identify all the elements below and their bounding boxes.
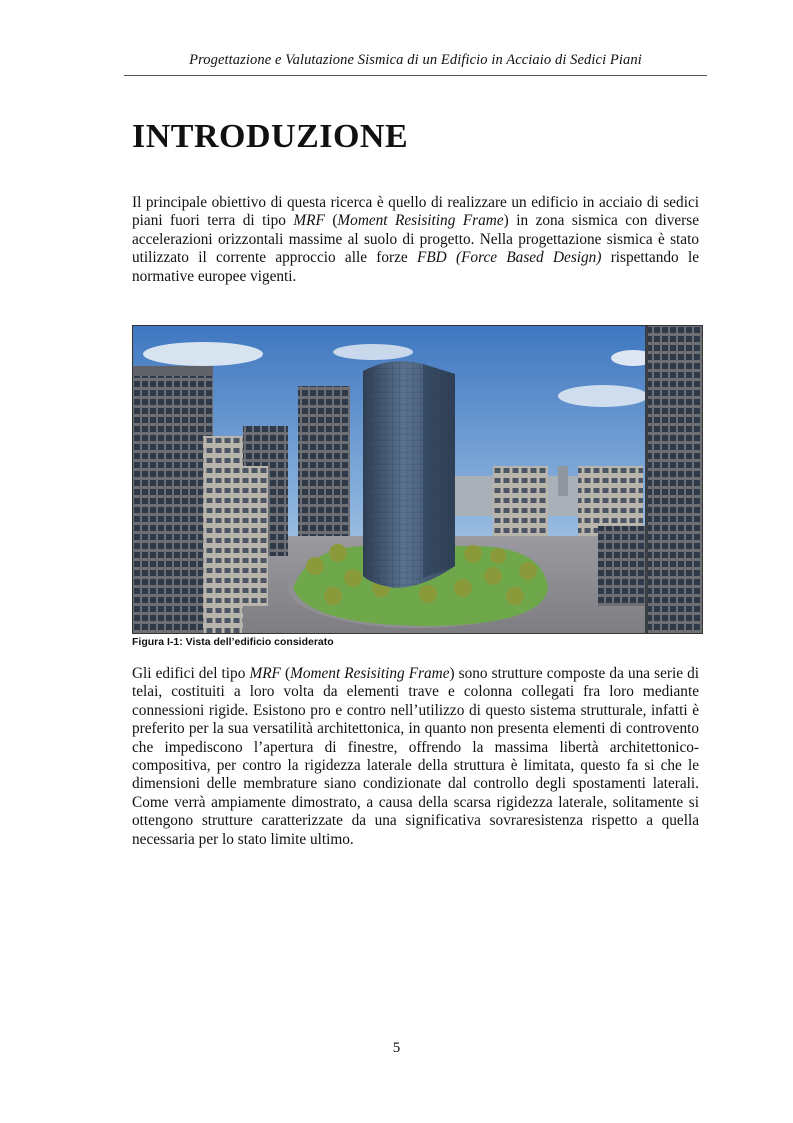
text-run: rispettando le normative europee vigenti.: [132, 249, 699, 285]
text-run: ) in zona sismica con diverse accelerazioni orizzontali massime al suolo di progetto. Nella progettazione sismica è stato utilizzato il corrente approccio alle forze: [132, 212, 700, 267]
running-header: Progettazione e Valutazione Sismica di un Edificio in Acciaio di Sedici Piani: [189, 52, 642, 68]
building-rendering-image: [133, 326, 702, 633]
text-run: Moment Resisiting Frame: [290, 665, 450, 682]
text-run: MRF: [249, 665, 281, 682]
page-number: 5: [392, 1040, 401, 1056]
text-run: MRF: [293, 212, 325, 230]
text-run: (: [324, 212, 338, 230]
text-run: ) sono strutture composte da una serie di telai, costituiti a loro volta da elementi trave e colonna collegati fra loro mediante connessioni rigide. Esistono pro e contro nell’utilizzo di questo sistema strutturale, infatti è preferito per la sua versatilità architettonica, in quanto non presenta elementi di controvento che impediscono l’apertura di finestre, offrendo la massima libertà architettonico-compositiva, per contro la rigidezza laterale della struttura è limitata, questo fa si che le dimensioni delle membrature siano condizionate dal controllo degli spostamenti laterali. Come verrà ampiamente dimostrato, a causa della scarsa rigidezza laterale, solitamente si ottengono strutture caratterizzate da una significativa sovraresistenza rispetto a quella necessaria per lo stato limite ultimo.: [132, 665, 699, 848]
text-run: (: [280, 665, 291, 682]
header-rule: [124, 75, 707, 76]
building-rendering-figure: [132, 325, 703, 634]
chapter-title: INTRODUZIONE: [132, 118, 409, 155]
figure-caption: Figura I-1: Vista dell’edificio considerato: [132, 636, 334, 648]
text-run: Moment Resisiting Frame: [337, 212, 504, 230]
intro-paragraph: [132, 194, 699, 286]
mrf-paragraph: [132, 665, 699, 849]
text-run: Il principale obiettivo di questa ricerca è quello di realizzare un edificio in acciaio di sedici piani fuori terra di tipo: [132, 194, 699, 230]
text-run: FBD (Force Based Design): [416, 249, 602, 267]
text-run: Gli edifici del tipo: [132, 665, 250, 682]
